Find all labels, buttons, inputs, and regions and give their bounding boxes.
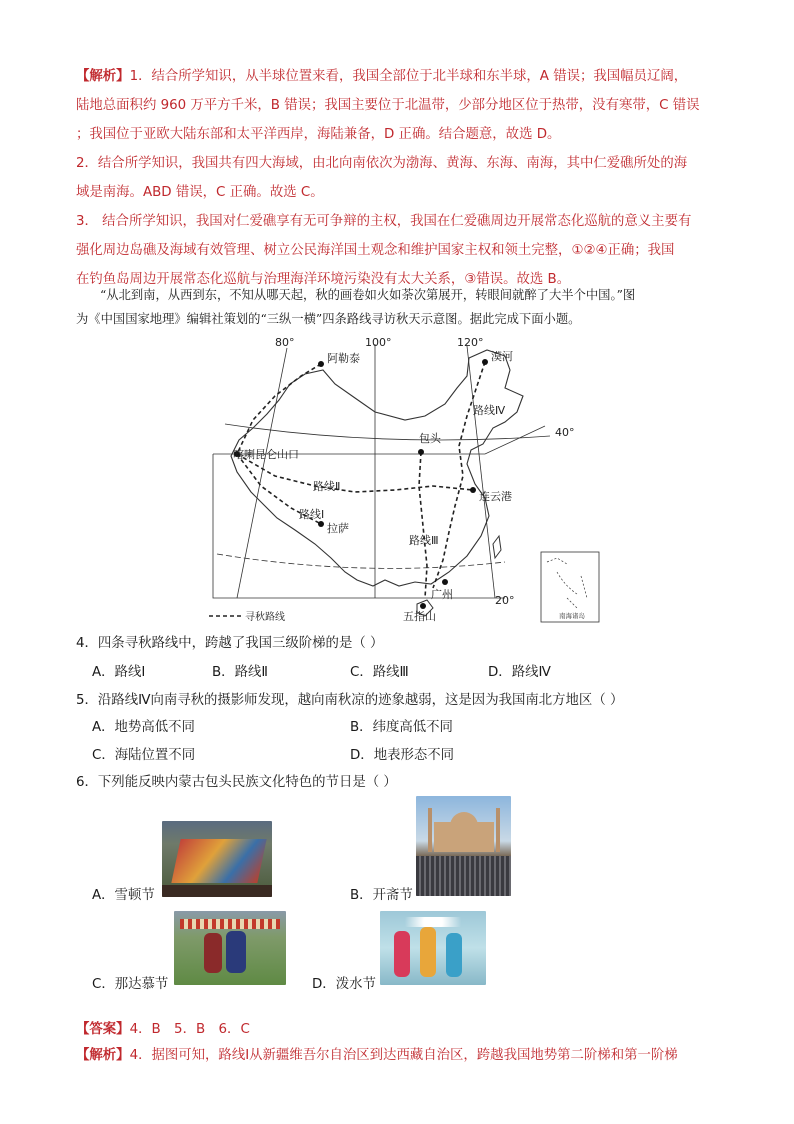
photo-dancer-3	[446, 933, 462, 977]
answer-line	[76, 1018, 726, 1042]
q4-option-c[interactable]: C．路线Ⅲ	[350, 665, 409, 680]
china-outline	[231, 350, 523, 586]
q6-option-d[interactable]: D．泼水节	[312, 977, 376, 992]
route-4-path	[433, 362, 485, 588]
label-mohe: 漠河	[491, 350, 513, 363]
analysis2-text: 4．据图可知，路线Ⅰ从新疆维吾尔自治区到达西藏自治区，跨越我国地势第二阶梯和第一阶梯	[129, 1048, 678, 1063]
inset-label: 南海诸岛	[559, 612, 585, 620]
parallel-40	[225, 424, 550, 440]
map-frame-bottom	[213, 454, 505, 598]
dot-lhasa	[318, 521, 324, 527]
q4-option-d[interactable]: D．路线Ⅳ	[488, 665, 551, 680]
analysis-block-2	[76, 1044, 726, 1068]
q5-option-b[interactable]: B．纬度高低不同	[350, 720, 453, 735]
label-lhasa: 拉萨	[327, 522, 349, 535]
question-4-stem: 4．四条寻秋路线中，跨越了我国三级阶梯的是（ ）	[76, 636, 384, 651]
taiwan-island	[493, 536, 501, 558]
analysis-tag: 【解析】	[76, 69, 130, 84]
route-3-path	[419, 452, 427, 598]
photo-wrestler-2	[226, 931, 246, 973]
label-lon-80: 80°	[275, 336, 295, 349]
photo-wrestler-1	[204, 933, 222, 973]
answer-text: 4．B 5．B 6．C	[129, 1022, 250, 1037]
photo-crowd-shape-b	[416, 856, 511, 896]
photo-crowd-shape	[162, 885, 272, 897]
label-karakoram-pass: 喀喇昆仑山口	[233, 448, 299, 461]
label-lon-120: 120°	[457, 336, 484, 349]
label-wuzhishan: 五指山	[403, 610, 436, 623]
photo-shoton-festival	[162, 821, 272, 897]
label-route-4: 路线Ⅳ	[473, 404, 506, 417]
photo-naadam-festival	[174, 911, 286, 985]
analysis-line-2: 陆地总面积约 960 万平方千米，B 错误；我国主要位于北温带，少部分地区位于热带，没有寒带，C 错误	[76, 98, 700, 113]
q6-option-c[interactable]: C．那达慕节	[92, 977, 169, 992]
photo-mosque-shape	[434, 822, 494, 852]
q4-option-a[interactable]: A．路线Ⅰ	[92, 665, 146, 680]
dot-altay	[318, 361, 324, 367]
label-guangzhou: 广州	[431, 588, 453, 601]
route-north-segment	[237, 364, 321, 454]
photo-water-festival	[380, 911, 486, 985]
label-lon-100: 100°	[365, 336, 392, 349]
q4-option-b[interactable]: B．路线Ⅱ	[212, 665, 268, 680]
q5-option-a[interactable]: A．地势高低不同	[92, 720, 195, 735]
photo-dancer-1	[394, 931, 410, 977]
label-lianyungang: 连云港	[479, 490, 512, 503]
photo-minaret-left	[428, 808, 432, 852]
q6-option-a[interactable]: A．雪顿节	[92, 888, 155, 903]
photo-water-splash	[386, 917, 480, 927]
q5-option-c[interactable]: C．海陆位置不同	[92, 748, 196, 763]
question-5-stem: 5．沿路线Ⅳ向南寻秋的摄影师发现，越向南秋凉的迹象越弱，这是因为我国南北方地区（ ）	[76, 693, 624, 708]
label-lat-40: 40°	[555, 426, 575, 439]
photo-dome-shape	[450, 812, 478, 826]
label-lat-20: 20°	[495, 594, 515, 607]
intro-line-1: “从北到南，从西到东，不知从哪天起，秋的画卷如火如荼次第展开，转眼间就醉了大半个中国。”图	[100, 288, 636, 302]
label-altay: 阿勒泰	[327, 352, 360, 365]
photo-minaret-right	[496, 808, 500, 852]
label-route-2: 路线Ⅱ	[313, 480, 341, 493]
photo-eid-festival	[416, 796, 511, 896]
analysis-line-8: 在钓鱼岛周边开展常态化巡航与治理海洋环境污染没有太大关系，③错误。故选 B。	[76, 272, 571, 287]
label-route-3: 路线Ⅲ	[409, 534, 439, 547]
answer-tag: 【答案】	[76, 1022, 130, 1037]
dot-guangzhou	[442, 579, 448, 585]
legend-label: 寻秋路线	[245, 612, 285, 623]
analysis-line-3: ；我国位于亚欧大陆东部和太平洋西岸，海陆兼备，D 正确。结合题意，故选 D。	[76, 127, 561, 142]
label-route-1: 路线Ⅰ	[299, 508, 325, 521]
analysis-line-5: 域是南海。ABD 错误，C 正确。故选 C。	[76, 185, 324, 200]
photo-dancer-2	[420, 927, 436, 977]
analysis-line-7: 强化周边岛礁及海域有效管理、树立公民海洋国土观念和维护国家主权和领土完整，①②④正确；我国	[76, 243, 675, 258]
intro-line-2: 为《中国国家地理》编辑社策划的“三纵一横”四条路线寻访秋天示意图。据此完成下面小题。	[76, 312, 581, 326]
analysis-line-4: 2．结合所学知识，我国共有四大海域，由北向南依次为渤海、黄海、东海、南海，其中仁爱礁所处的海	[76, 156, 688, 171]
dot-wuzhishan	[420, 603, 426, 609]
dot-mohe	[482, 359, 488, 365]
analysis2-tag: 【解析】	[76, 1048, 130, 1063]
meridian-120	[467, 346, 495, 598]
q6-option-b[interactable]: B．开斋节	[350, 888, 413, 903]
analysis-line-1: 【解析】1．结合所学知识，从半球位置来看，我国全部位于北半球和东半球，A 错误；我国幅员辽阔，	[76, 69, 688, 84]
photo-thangka-shape	[171, 839, 266, 883]
question-6-stem: 6．下列能反映内蒙古包头民族文化特色的节日是（ ）	[76, 775, 397, 790]
dot-baotou	[418, 449, 424, 455]
photo-spectators	[180, 919, 280, 929]
label-baotou: 包头	[419, 432, 441, 445]
q5-option-d[interactable]: D．地表形态不同	[350, 748, 455, 763]
dot-lianyungang	[470, 487, 476, 493]
autumn-routes-map	[205, 336, 615, 626]
analysis-block-1	[76, 62, 726, 294]
material-intro	[76, 283, 726, 331]
analysis-line-6: 3． 结合所学知识，我国对仁爱礁享有无可争辩的主权，我国在仁爱礁周边开展常态化巡航的意义主要有	[76, 214, 692, 229]
inset-islands	[547, 558, 587, 608]
